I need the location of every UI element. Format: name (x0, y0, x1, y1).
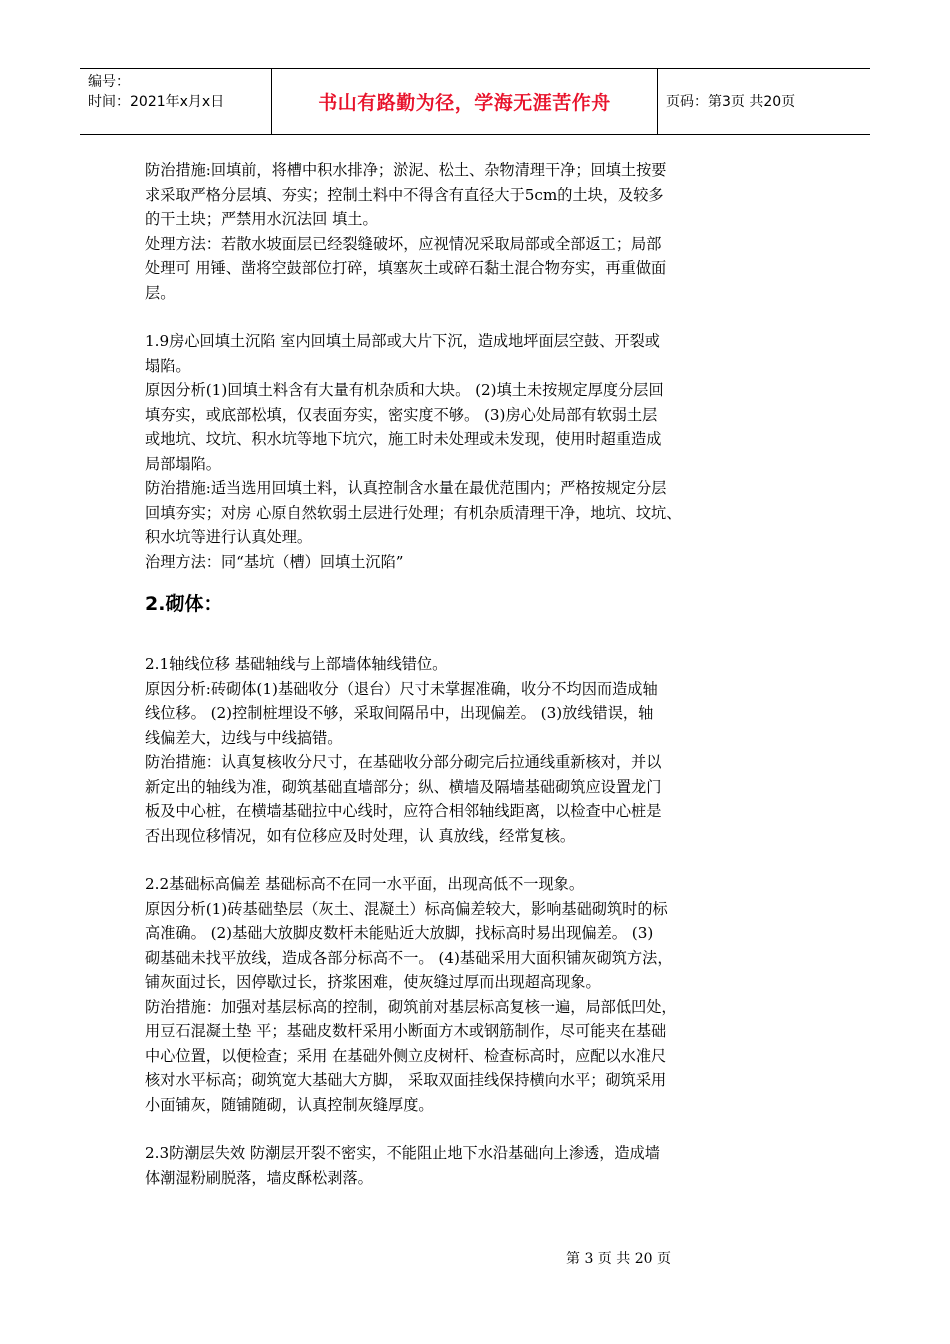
text-line: 填夯实，或底部松填，仅表面夯实，密实度不够。 (3)房心处局部有软弱土层 (145, 405, 658, 424)
section-title-line: 2.3防潮层失效 防潮层开裂不密实，不能阻止地下水沿基础向上渗透，造成墙 (145, 1144, 660, 1162)
text-line: 塌陷。 (145, 356, 191, 375)
section-2-1 (145, 652, 805, 848)
header-code: 编号： (88, 74, 130, 90)
section-1-8-paragraphs (145, 158, 805, 305)
text-line: 局部塌陷。 (145, 454, 221, 473)
page-footer: 第 3 页 共 20 页 (566, 1251, 671, 1267)
text-line: 处理可 用锤、凿将空鼓部位打碎，填塞灰土或碎石黏土混合物夯实，再重做面 (145, 259, 667, 277)
header-divider-right (657, 68, 658, 134)
text-line: 高准确。 (2)基础大放脚皮数杆未能贴近大放脚，找标高时易出现偏差。 (3) (145, 924, 654, 942)
section-2-3 (145, 1141, 805, 1190)
text-line: 原因分析(1)砖基础垫层（灰土、混凝土）标高偏差较大，影响基础砌筑时的标 (145, 899, 668, 918)
section-title-line: 2.1轴线位移 基础轴线与上部墙体轴线错位。 (145, 655, 448, 673)
header-motto: 书山有路勤为径，学海无涯苦作舟 (318, 91, 611, 114)
text-line: 板及中心桩，在横墙基础拉中心线时，应符合相邻轴线距离，以检查中心桩是 (145, 802, 662, 820)
text-line: 治理方法：同“基坑（槽）回填土沉陷” (145, 552, 404, 571)
text-line: 防治措施：认真复核收分尺寸，在基础收分部分砌完后拉通线重新核对，并以 (145, 753, 662, 771)
header-page-info: 页码：第3页 共20页 (666, 94, 796, 110)
text-line: 防治措施：加强对基层标高的控制，砌筑前对基层标高复核一遍，局部低凹处， (145, 997, 677, 1016)
text-line: 线位移。 (2)控制桩埋设不够，采取间隔吊中，出现偏差。 (3)放线错误，轴 (145, 704, 654, 722)
header-meta (88, 72, 224, 112)
text-line: 砌基础未找平放线，造成各部分标高不一。 (4)基础采用大面积铺灰砌筑方法， (145, 948, 673, 967)
text-line: 线偏差大，边线与中线搞错。 (145, 728, 343, 747)
text-line: 原因分析:砖砌体(1)基础收分（退台）尺寸未掌握准确，收分不均因而造成轴 (145, 679, 658, 698)
header-time: 时间：2021年x月x日 (88, 94, 225, 110)
text-line: 小面铺灰，随铺随砌，认真控制灰缝厚度。 (145, 1095, 434, 1114)
text-line: 核对水平标高；砌筑宽大基础大方脚， 采取双面挂线保持横向水平；砌筑采用 (145, 1071, 667, 1089)
section-2-2 (145, 872, 805, 1117)
text-line: 用豆石混凝土垫 平；基础皮数杆采用小断面方木或钢筋制作，尽可能夹在基础 (145, 1022, 667, 1040)
text-line: 处理方法：若散水坡面层已经裂缝破坏，应视情况采取局部或全部返工；局部 (145, 234, 662, 253)
text-line: 积水坑等进行认真处理。 (145, 528, 313, 546)
text-line: 层。 (145, 283, 176, 302)
text-line: 否出现位移情况，如有位移应及时处理，认 真放线，经常复核。 (145, 826, 576, 845)
section-1-9 (145, 329, 805, 574)
text-line: 防治措施:回填前，将槽中积水排净；淤泥、松土、杂物清理干净；回填土按要 (145, 161, 667, 179)
text-line: 体潮湿粉刷脱落，墙皮酥松剥落。 (145, 1168, 373, 1187)
section-title-line: 2.2基础标高偏差 基础标高不在同一水平面，出现高低不一现象。 (145, 875, 585, 893)
text-line: 或地坑、坟坑、积水坑等地下坑穴，施工时未处理或未发现，使用时超重造成 (145, 430, 662, 448)
section-heading: 2.砌体： (145, 593, 223, 615)
text-line: 原因分析(1)回填土料含有大量有机杂质和大块。 (2)填土未按规定厚度分层回 (145, 381, 664, 399)
text-line: 新定出的轴线为准，砌筑基础直墙部分；纵、横墙及隔墙基础砌筑应设置龙门 (145, 777, 662, 796)
document-body (145, 158, 805, 1190)
header-bottom-rule (80, 134, 870, 135)
text-line: 回填夯实；对房 心原自然软弱土层进行处理；有机杂质清理干净，地坑、坟坑、 (145, 503, 682, 522)
text-line: 防治措施:适当选用回填土料，认真控制含水量在最优范围内；严格按规定分层 (145, 479, 667, 497)
section-title-line: 1.9房心回填土沉陷 室内回填土局部或大片下沉，造成地坪面层空鼓、开裂或 (145, 332, 660, 350)
text-line: 求采取严格分层填、夯实；控制土料中不得含有直径大于5cm的土块，及较多 (145, 185, 664, 204)
text-line: 铺灰面过长，因停歇过长，挤浆困难，使灰缝过厚而出现超高现象。 (145, 973, 601, 991)
text-line: 的干土块；严禁用水沉法回 填土。 (145, 210, 378, 228)
text-line: 中心位置，以便检查；采用 在基础外侧立皮树杆、检查标高时，应配以水准尺 (145, 1046, 667, 1065)
